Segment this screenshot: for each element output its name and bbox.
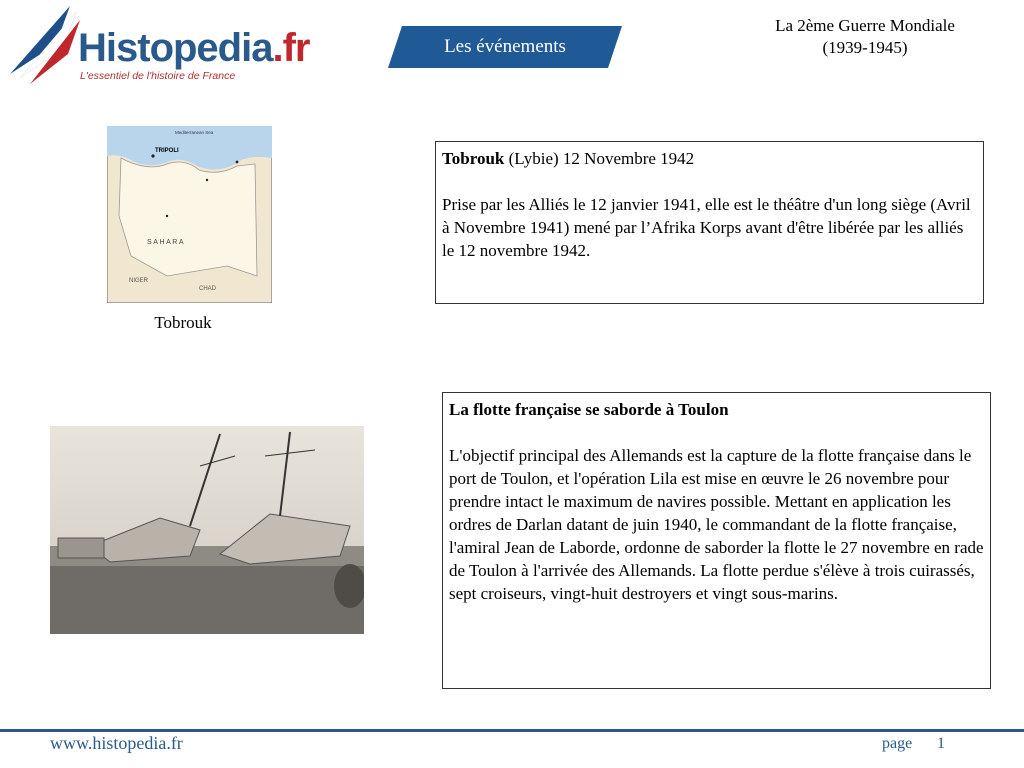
topic-title: La 2ème Guerre Mondiale [775,16,955,35]
tobrouk-text-box [435,141,984,304]
topic-heading [740,15,990,59]
map-label-niger: NIGER [129,278,149,284]
logo-wordmark: Histopedia.fr [78,26,310,70]
toulon-title: La flotte française se saborde à Toulon [449,400,729,419]
footer-divider [0,719,1024,722]
section-banner [388,26,622,68]
logo-tagline: L'essentiel de l'histoire de France [80,70,236,82]
histopedia-logo[interactable] [6,4,310,96]
map-label-chad: CHAD [199,286,217,292]
footer-page-number: 1 [937,735,945,752]
topic-dates: (1939-1945) [822,38,908,57]
tobrouk-title: Tobrouk (Lybie) 12 Novembre 1942 [442,149,695,168]
map-label-sahara: S A H A R A [147,239,184,246]
map-label-sea: Mediterranean Sea [175,130,214,135]
scuttled-fleet-photo [50,426,364,634]
footer-website-link[interactable]: www.histopedia.fr [50,733,183,753]
tobrouk-body: Prise par les Alliés le 12 janvier 1941, elle est le théâtre d'un long siège (Avril à Novembre 1941) mené par l’Afrika Korps avant d'être libérée par les alliés le 12 novembre 1942. [442,195,971,260]
section-banner-label: Les événements [444,36,566,57]
footer-page-label: page [882,735,913,752]
flag-swoosh-icon [6,4,86,96]
libya-map-image [107,126,272,303]
map-label-tripoli: TRIPOLI [155,148,179,154]
map-caption: Tobrouk [154,313,212,332]
toulon-body: L'objectif principal des Allemands est la capture de la flotte française dans le port de Toulon, et l'opération Lila est mise en œuvre le 26 novembre pour prendre intact le maximum de navires possible. Mettant en application les ordres de Darlan datant de juin 1940, le commandant de la flotte française, l'amiral Jean de Laborde, ordonne de saborder la flotte le 27 novembre en rade de Toulon à l'arrivée des Allemands. La flotte perdue s'élève à trois cuirassés, sept croiseurs, vingt-huit destroyers et vingt sous-marins. [449,446,984,603]
toulon-text-box [442,392,991,689]
